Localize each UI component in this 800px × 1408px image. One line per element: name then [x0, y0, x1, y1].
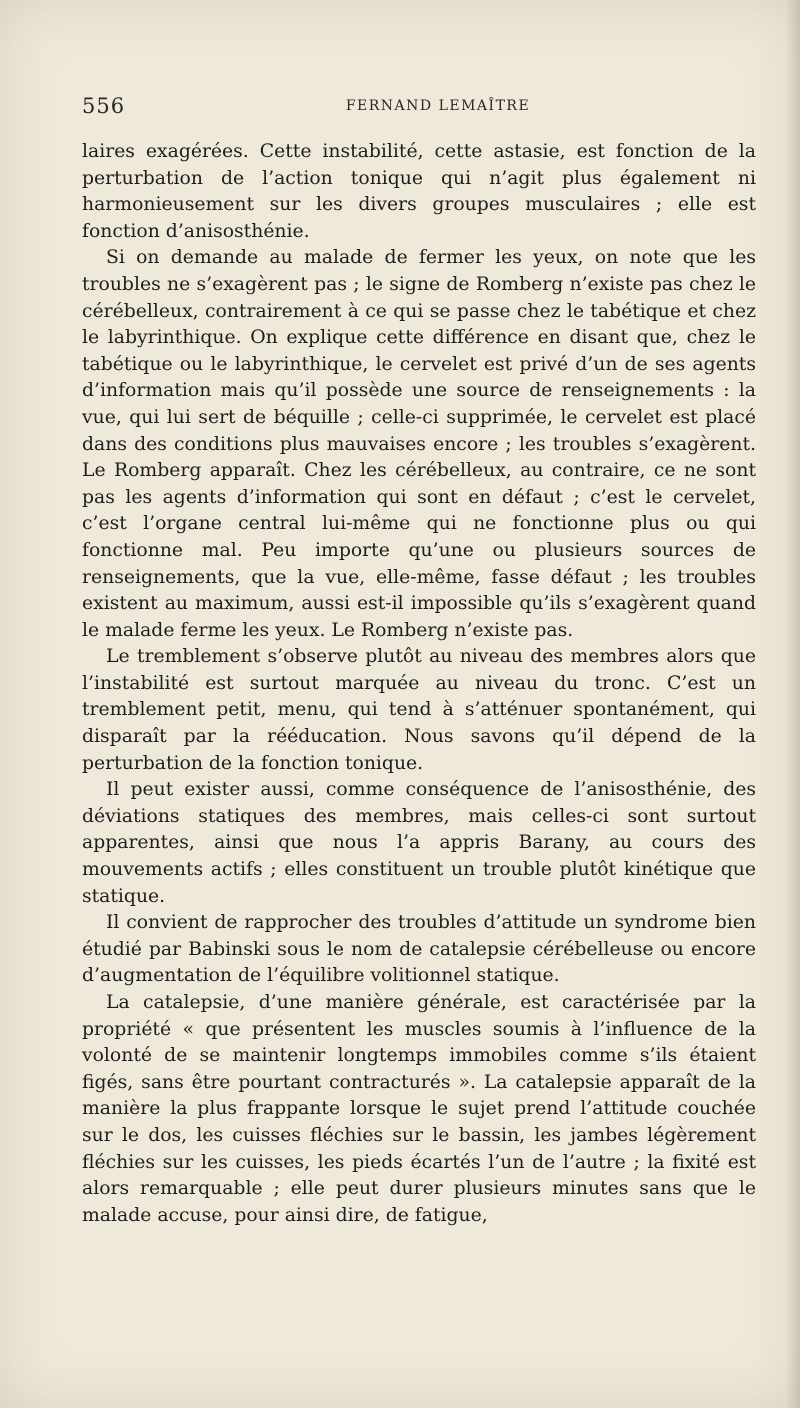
body-text — [82, 139, 756, 1229]
paragraph-continued: laires exagérées. Cette instabilité, cette astasie, est fonction de la perturbation de l’action tonique qui n’agit plus également ni harmonieusement sur les divers groupes musculaires ; elle est fonction d’anisosthénie. — [82, 141, 756, 242]
paragraph-catalepsie: La catalepsie, d’une manière générale, est caractérisée par la propriété « que présentent les muscles soumis à l’influence de la volonté de se maintenir longtemps immobiles comme s’ils étaient figés, sans être pourtant contracturés ». La catalepsie apparaît de la manière la plus frappante lorsque le sujet prend l’attitude couchée sur le dos, les cuisses fléchies sur le bassin, les jambes légèrement fléchies sur les cuisses, les pieds écartés l’un de l’autre ; la fixité est alors remarquable ; elle peut durer plusieurs minutes sans que le malade accuse, pour ainsi dire, de fatigue, — [82, 992, 756, 1226]
paragraph-deviations: Il peut exister aussi, comme conséquence de l’anisosthénie, des déviations statiques des membres, mais celles-ci sont surtout apparentes, ainsi que nous l’a appris Barany, au cours des mouvements actifs ; elles constituent un trouble plutôt kinétique que statique. — [82, 779, 756, 907]
paragraph-syndrome: Il convient de rapprocher des troubles d’attitude un syndrome bien étudié par Babinski sous le nom de catalepsie cérébelleuse ou encore d’augmentation de l’équilibre volitionnel statique. — [82, 912, 756, 987]
page-number: 556 — [82, 94, 126, 118]
running-head — [82, 94, 754, 124]
page-edge-shadow — [786, 0, 800, 1408]
running-title: FERNAND LEMAÎTRE — [345, 98, 531, 114]
paragraph-tremblement: Le tremblement s’observe plutôt au niveau des membres alors que l’instabilité est surtout marquée au niveau du tronc. C’est un tremblement petit, menu, qui tend à s’atténuer spontanément, qui disparaît par la rééducation. Nous savons qu’il dépend de la perturbation de la fonction tonique. — [82, 646, 756, 774]
paragraph-romberg: Si on demande au malade de fermer les yeux, on note que les troubles ne s’exagèrent pas ; le signe de Romberg n’existe pas chez le cérébelleux, contrairement à ce qui se passe chez le tabétique et chez le labyrinthique. On explique cette différence en disant que, chez le tabétique ou le labyrinthique, le cervelet est privé d’un de ses agents d’information mais qu’il possède une source de renseignements : la vue, qui lui sert de béquille ; celle-ci supprimée, le cervelet est placé dans des conditions plus mauvaises encore ; les troubles s’exagèrent. Le Romberg apparaît. Chez les cérébelleux, au contraire, ce ne sont pas les agents d’information qui sont en défaut ; c’est le cervelet, c’est l’organe central lui-même qui ne fonctionne plus ou qui fonctionne mal. Peu importe qu’une ou plusieurs sources de renseignements, que la vue, elle-même, fasse défaut ; les troubles existent au maximum, aussi est-il impossible qu’ils s’exagèrent quand le malade ferme les yeux. Le Romberg n’existe pas. — [82, 247, 756, 641]
